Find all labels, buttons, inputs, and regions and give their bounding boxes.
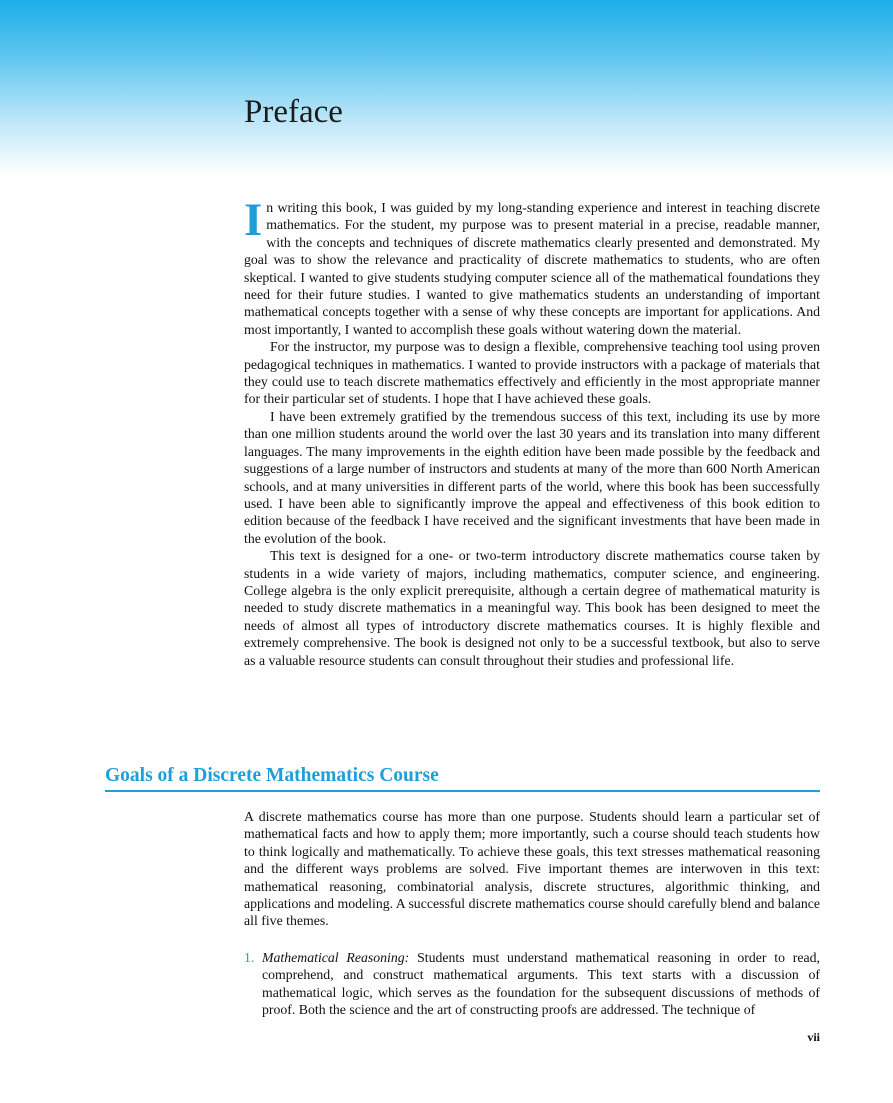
intro-paragraph-4: This text is designed for a one- or two-term introductory discrete mathematics course taken by students in a wide variety of majors, including mathematics, computer science, and engineering. College algebra is the only explicit prerequisite, although a certain degree of mathematical maturity is needed to study discrete mathematics in a meaningful way. This book has been designed to meet the needs of almost all types of introductory discrete mathematics courses. It is highly flexible and extremely comprehensive. The book is designed not only to be a successful textbook, but also to serve as a valuable resource students can consult throughout their studies and professional life. <box>244 548 820 668</box>
intro-section <box>244 194 820 669</box>
list-item-text: Students must understand mathematical reasoning in order to read, comprehend, and construct mathematical arguments. This text starts with a discussion of mathematical logic, which serves as the foundation for the subsequent discussions of methods of proof. Both the science and the art of constructing proofs are addressed. The technique of <box>262 950 820 1018</box>
page-title: Preface <box>244 94 343 130</box>
page-number: vii <box>807 1030 820 1044</box>
goals-section <box>244 808 820 930</box>
list-item-lead: Mathematical Reasoning: <box>262 950 410 965</box>
intro-paragraph-2: For the instructor, my purpose was to design a flexible, comprehensive teaching tool using proven pedagogical techniques in mathematics. I wanted to provide instructors with a package of materials that they could use to teach discrete mathematics effectively and efficiently in the most appropriate manner for their particular set of students. I hope that I have achieved these goals. <box>244 339 820 407</box>
themes-list <box>244 949 820 1019</box>
section-heading-goals: Goals of a Discrete Mathematics Course <box>105 764 820 792</box>
goals-paragraph: A discrete mathematics course has more than one purpose. Students should learn a particular set of mathematical facts and how to apply them; more importantly, such a course should teach students how to think logically and mathematically. To achieve these goals, this text stresses mathematical reasoning and the different ways problems are solved. Five important themes are interwoven in this text: mathematical reasoning, combinatorial analysis, discrete structures, algorithmic thinking, and applications and modeling. A successful discrete mathematics course should carefully blend and balance all five themes. <box>244 809 820 929</box>
header-gradient-band <box>0 0 893 175</box>
intro-paragraph-3: I have been extremely gratified by the tremendous success of this text, including its use by more than one million students around the world over the last 30 years and its translation into many different languages. The many improvements in the eighth edition have been made possible by the feedback and suggestions of a large number of instructors and students at many of the more than 600 North American schools, and at many universities in different parts of the world, where this book has been successfully used. I have been able to significantly improve the appeal and effectiveness of this book edition to edition because of the feedback I have received and the significant investments that have been made in the evolution of the book. <box>244 408 820 546</box>
drop-cap: I <box>244 194 263 246</box>
list-item <box>244 949 820 1019</box>
intro-paragraph-1-text: n writing this book, I was guided by my long-standing experience and interest in teaching discrete mathematics. For the student, my purpose was to present material in a precise, readable manner, with the concepts and techniques of discrete mathematics clearly presented and demonstrated. My goal was to show the relevance and practicality of discrete mathematics to students, who are often skeptical. I wanted to give students studying computer science all of the mathematical foundations they need for their future studies. I wanted to give mathematics students an understanding of important mathematical concepts together with a sense of why these concepts are important for applications. And most importantly, I wanted to accomplish these goals without watering down the material. <box>244 200 820 337</box>
intro-paragraph-1 <box>244 194 820 338</box>
list-item-number: 1. <box>244 950 255 965</box>
